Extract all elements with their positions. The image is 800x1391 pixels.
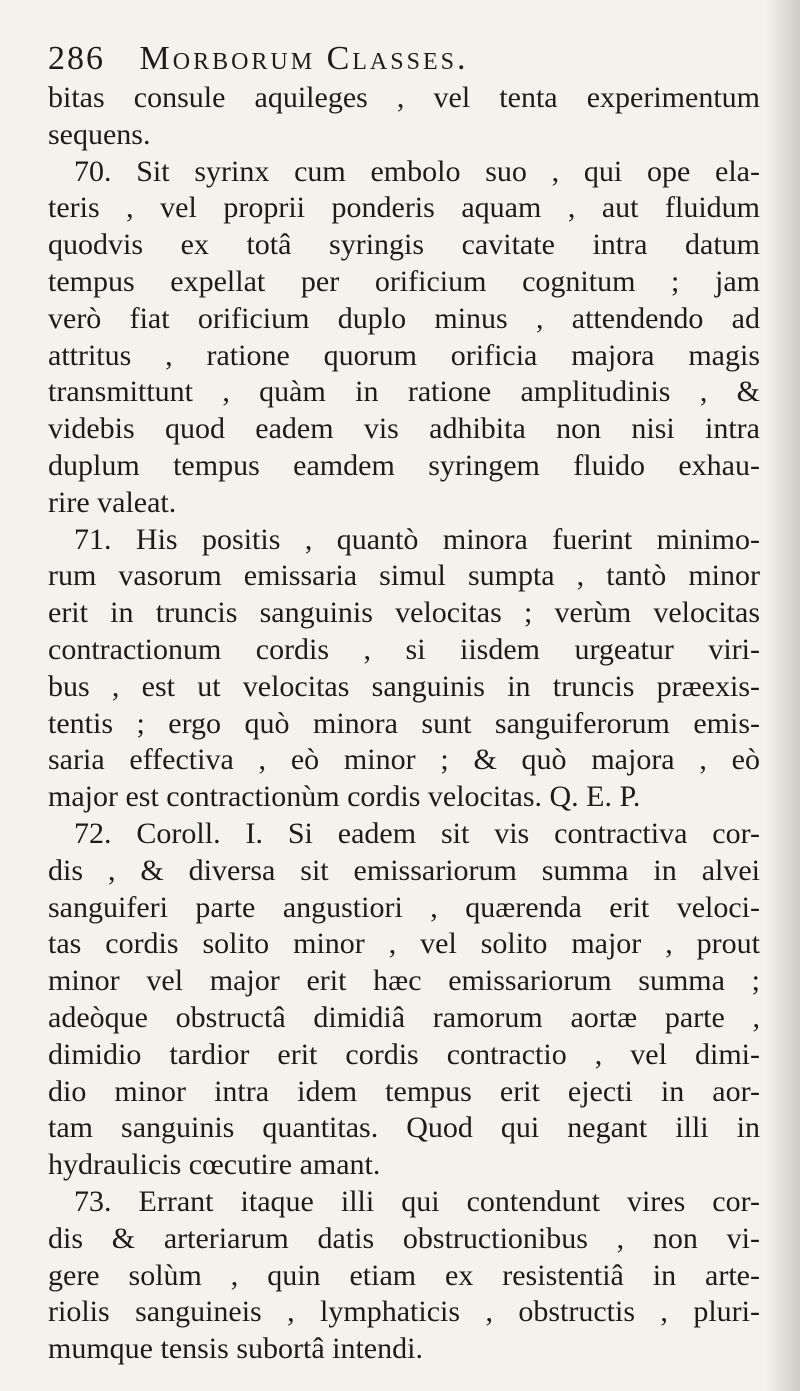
text-line: videbis quod eadem vis adhibita non nisi intra — [48, 412, 760, 446]
text-line: major est contractionùm cordis velocitas. Q. E. P. — [48, 780, 641, 814]
text-line: erit in truncis sanguinis velocitas ; verùm velocitas — [48, 596, 760, 630]
text-line: saria effectiva , eò minor ; & quò majora , eò — [48, 743, 760, 777]
page-number: 286 — [48, 40, 105, 77]
page-edge-shadow — [766, 0, 800, 1391]
text-line: tam sanguinis quantitas. Quod qui negant illi in — [48, 1111, 760, 1145]
text-line: contractionum cordis , si iisdem urgeatur viri- — [48, 632, 760, 666]
paragraph-72-start: 72. Coroll. I. Si eadem sit vis contractiva cor- — [74, 816, 760, 850]
text-line: gere solùm , quin etiam ex resistentiâ in arte- — [48, 1258, 760, 1292]
text-line: dis , & diversa sit emissariorum summa in alvei — [48, 853, 760, 887]
text-line: riolis sanguineis , lymphaticis , obstructis , pluri- — [48, 1295, 760, 1329]
text-line: hydraulicis cœcutire amant. — [48, 1148, 381, 1182]
running-header — [48, 40, 768, 84]
text-line: rire valeat. — [48, 485, 177, 519]
text-line: quodvis ex totâ syringis cavitate intra datum — [48, 228, 760, 262]
paragraph-71-start: 71. His positis , quantò minora fuerint minimo- — [74, 522, 760, 556]
running-title: Morborum Classes. — [139, 40, 469, 77]
text-line: sequens. — [48, 117, 151, 151]
text-line: rum vasorum emissaria simul sumpta , tantò minor — [48, 559, 760, 593]
text-line: dimidio tardior erit cordis contractio , vel dimi- — [48, 1037, 760, 1071]
text-line: transmittunt , quàm in ratione amplitudinis , & — [48, 375, 760, 409]
text-line: bus , est ut velocitas sanguinis in truncis præexis- — [48, 669, 760, 703]
body-text — [48, 80, 760, 1368]
text-line: teris , vel proprii ponderis aquam , aut fluidum — [48, 191, 760, 225]
text-line: duplum tempus eamdem syringem fluido exhau- — [48, 448, 760, 482]
text-line: minor vel major erit hæc emissariorum summa ; — [48, 964, 760, 998]
text-line: verò fiat orificium duplo minus , attendendo ad — [48, 301, 760, 335]
text-line: adeòque obstructâ dimidiâ ramorum aortæ parte , — [48, 1000, 760, 1034]
text-line: bitas consule aquileges , vel tenta experimentum — [48, 81, 760, 114]
text-line: dio minor intra idem tempus erit ejecti in aor- — [48, 1074, 760, 1108]
text-line: tas cordis solito minor , vel solito major , prout — [48, 927, 760, 961]
paragraph-70-start: 70. Sit syrinx cum embolo suo , qui ope ela- — [74, 154, 760, 188]
text-line: attritus , ratione quorum orificia majora magis — [48, 338, 760, 372]
text-line: tempus expellat per orificium cognitum ; jam — [48, 264, 760, 298]
text-line: tentis ; ergo quò minora sunt sanguiferorum emis- — [48, 706, 760, 740]
text-line: dis & arteriarum datis obstructionibus , non vi- — [48, 1221, 760, 1255]
text-line: sanguiferi parte angustiori , quærenda erit veloci- — [48, 890, 760, 924]
text-line: mumque tensis subortâ intendi. — [48, 1332, 423, 1366]
paragraph-73-start: 73. Errant itaque illi qui contendunt vires cor- — [74, 1184, 760, 1218]
